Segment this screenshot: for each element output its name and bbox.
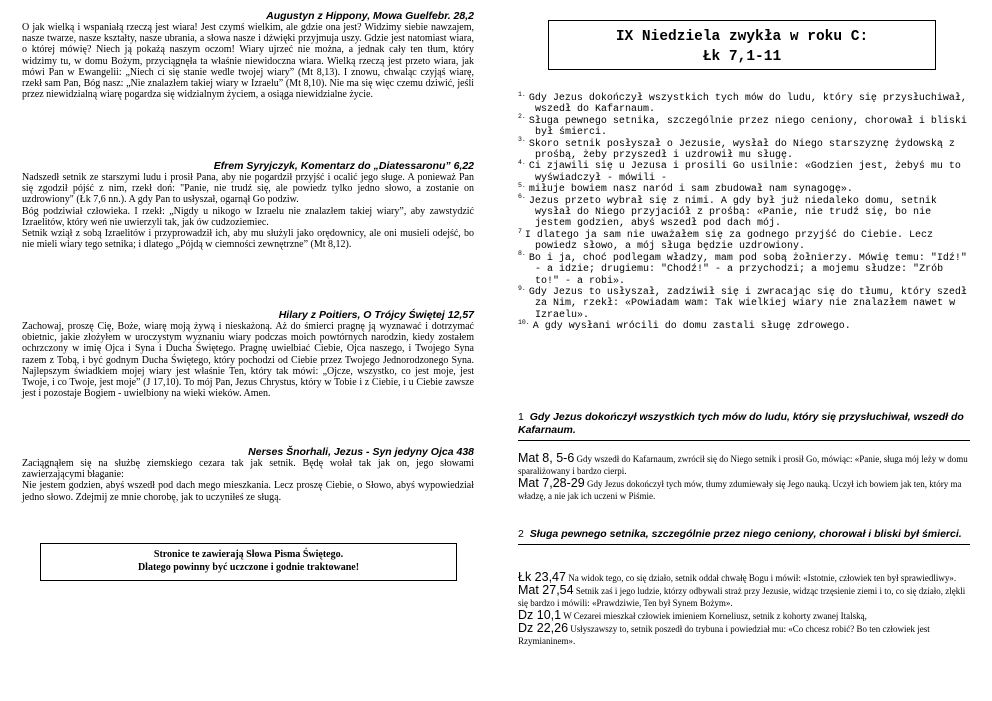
augustine-section	[22, 10, 474, 100]
ref-text: W Cezarei mieszkał człowiek imieniem Korneliusz, setnik z kohorty zwanej Italską,	[563, 611, 867, 621]
section-source: Augustyn z Hippony, Mowa Guelfebr. 28,2	[266, 10, 474, 22]
verse-text: Skoro setnik posłyszał o Jezusie, wysłał do Niego starszyznę żydowską z prośbą, żeby przyszedł i uzdrowił mu sługę.	[528, 138, 955, 162]
section-source: Hilary z Poitiers, O Trójcy Świętej 12,57	[278, 309, 474, 321]
section-paragraph: Zachowaj, proszę Cię, Boże, wiarę moją żywą i nieskażoną. Aż do śmierci pragnę ją wyznawać i dotrzymać obietnic, jakie złożyłem w uroczystym wyznaniu wiary podczas moich powtórnych narodzin, kiedy zostałem ochrzczony w imię Ojca i Syna i Ducha Świętego. Pragnę uwielbiać Ciebie, Ojca naszego, i Twojego Syna razem z Tobą, i być godnym Ducha Świętego, który pochodzi od Ciebie przez Twojego Jednorodzonego Syna. Najlepszym świadkiem mojej wiary jest właśnie Ten, który tak mówi: „Ojcze, wszystko, co jest moje, jest Twoje, i co Twoje, jest moje” (J 17,10). To mój Pan, Jezus Chrystus, który w Tobie i z Ciebie, i u Ciebie zawsze jest i pozostaje Bogiem - uwielbiony na wieki wieków. Amen.	[22, 321, 474, 400]
page-title-box	[548, 20, 936, 70]
verse-number: 4.	[518, 159, 526, 167]
verse-item	[518, 193, 970, 230]
ref-text: Setnik zaś i jego ludzie, którzy odbywali straż przy Jezusie, widząc trzęsienie ziemi i to, co się działo, zlękli się bardzo i mówili: «Prawdziwie, Ten był Synem Bożym».	[518, 586, 966, 608]
verse-item	[518, 318, 970, 333]
commentary-heading-2	[518, 528, 970, 545]
heading-title: Sługa pewnego setnika, szczególnie przez niego ceniony, chorował i bliski był śmierci.	[529, 528, 962, 540]
ref-label: Mat 7,28-29	[518, 476, 585, 490]
verse-text: Jezus przeto wybrał się z nimi. A gdy był już niedaleko domu, setnik wysłał do Niego przyjaciół z prośbą: «Panie, nie trudź się, bo nie jestem godzien, abyś wszedł pod dach mój.	[528, 195, 937, 230]
ref-label: Łk 23,47	[518, 570, 566, 584]
ref-item	[518, 477, 970, 502]
ref-label: Dz 22,26	[518, 621, 569, 635]
verse-item	[518, 227, 970, 253]
verse-item	[518, 161, 970, 184]
ref-label: Mat 8, 5-6	[518, 451, 575, 465]
verse-number: 2.	[518, 113, 526, 121]
notice-line-1: Stronice te zawierają Słowa Pisma Świętego.	[153, 549, 344, 560]
section-source: Efrem Syryjczyk, Komentarz do „Diatessaronu” 6,22	[213, 160, 474, 172]
heading-number: 1	[518, 411, 524, 423]
page-subtitle: Łk 7,1-11	[702, 49, 782, 65]
section-paragraph: Bóg podziwiał człowieka. I rzekł: „Nigdy u nikogo w Izraelu nie znalazłem takiej wiary”, aby zawstydzić Izraelitów, który weń nie uwierzyli tak, jak ów cudzoziemiec.	[22, 205, 474, 228]
page-title: IX Niedziela zwykła w roku C:	[615, 29, 869, 45]
verse-number: 1.	[518, 90, 526, 98]
commentary-refs-2	[518, 571, 970, 647]
nerses-section	[22, 446, 474, 503]
verse-text: Gdy Jezus to usłyszał, zadziwił się i zwracając się do tłumu, który szedł za Nim, rzekł: «Powiadam wam: Tak wielkiej wiary nie znalazłem nawet w Izraelu».	[528, 286, 967, 321]
heading-title: Gdy Jezus dokończył wszystkich tych mów do ludu, który się przysłuchiwał, wszedł do Kafarnaum.	[518, 411, 964, 436]
verse-item	[518, 250, 970, 287]
verse-number: 10.	[518, 318, 530, 326]
ref-item	[518, 622, 970, 647]
ref-label: Mat 27,54	[518, 583, 574, 597]
verse-item	[518, 284, 970, 321]
verse-number: 8.	[518, 250, 526, 258]
verse-number: 9.	[518, 284, 526, 292]
commentary-refs-1	[518, 452, 970, 502]
verse-number: 6.	[518, 193, 526, 201]
verse-number: 5.	[518, 181, 526, 189]
section-source: Nerses Šnorhali, Jezus - Syn jedyny Ojca 438	[248, 446, 474, 458]
section-paragraph: O jak wielką i wspaniałą rzeczą jest wiara! Jest czymś wielkim, ale gdzie ona jest? Widzimy siebie nawzajem, nasze twarze, nasze kształty, nasze ubrania, a słowa nasze i dźwięki przyjmuja uszy. Gdzie jest natomiast wiara, o której mówię? Niech ją pokażą naszym oczom! Wiary ujrzeć nie można, a jednak cały ten tłum, który widzimy tu, w domu Bożym, przyciągnęła ta właśnie niewidoczna wiara. Wielką rzeczą jest przeto wiara, jak mówi Pan w Ewangelii: „Niech ci się stanie wedle twojej wiary” (Mt 8,13). I znowu, chwaląc czyjąś wiarę, rzekł sam Pan, Bóg nasz: „Nie znalazłem takiej wiary w Izraelu” (Mt 8,10). Nie ma się więc czemu dziwić, jeśli przez niewidzialną wiarę pogardza się widzialnym życiem, a osiąga niewidzialne życie.	[22, 22, 474, 101]
verse-item	[518, 136, 970, 162]
verse-number: 3.	[518, 136, 526, 144]
verse-text: Sługa pewnego setnika, szczególnie przez niego ceniony, chorował i bliski był śmierci.	[528, 115, 967, 139]
scripture-notice-box	[40, 543, 457, 581]
section-paragraph: Zaciągnąłem się na służbę ziemskiego cezara tak jak setnik. Będę wołał tak jak on, jego słowami zawierzającymi błaganie:	[22, 458, 474, 481]
section-paragraph: Nadszedł setnik ze starszymi ludu i prosił Pana, aby nie pogardził przyjść i ocalić jego sługe. A ponieważ Pan się zgodził pójść z nim, rzekł doń: "Panie, nie trudź się, ale powiedz tylko jedno słowo, a zostanie on uzdrowiony" (Łk 7,6 nn.). A gdy Pan to usłyszał, ogarnął Go podziw.	[22, 172, 474, 206]
verse-number: 7	[518, 227, 522, 235]
verse-item	[518, 181, 970, 196]
ref-text: Gdy Jezus dokończył tych mów, tłumy zdumiewały się Jego nauką. Uczył ich bowiem jak ten, który ma władzę, a nie jak ich uczeni w Piśmie.	[518, 479, 962, 501]
ref-text: Gdy wszedł do Kafarnaum, zwrócił się do Niego setnik i prosił Go, mówiąc: «Panie, sługa mój leży w domu sparaliżowany i bardzo cierpi.	[518, 454, 968, 476]
gospel-verse-list	[518, 90, 970, 333]
ref-text: Usłyszawszy to, setnik poszedł do trybuna i powiedział mu: «Co chcesz robić? Bo ten człowiek jest Rzymianinem».	[518, 624, 930, 646]
section-paragraph: Setnik wziął z sobą Izraelitów i przyprowadził ich, aby mu służyli jako orędownicy, ale oni musieli odejść, bo nie mieli wiary tego setnika; i dlatego „Pójdą w ciemności zewnętrzne” (Mt 8,12).	[22, 228, 474, 251]
notice-line-2: Dlatego powinny być uczczone i godnie traktowane!	[137, 562, 360, 573]
verse-item	[518, 90, 970, 116]
ref-label: Dz 10,1	[518, 608, 562, 622]
commentary-heading-1	[518, 411, 970, 441]
ref-item	[518, 609, 970, 622]
verse-text: miłuje bowiem nasz naród i sam zbudował nam synagogę».	[528, 184, 853, 196]
ref-item	[518, 571, 970, 584]
section-paragraph: Nie jestem godzien, abyś wszedł pod dach mego mieszkania. Lecz proszę Ciebie, o Słowo, abyś wypowiedział jedno słowo. Zdejmij ze mnie chorobę, jak to uczyniłeś ze sługą.	[22, 480, 474, 503]
ref-item	[518, 584, 970, 609]
verse-text: A gdy wysłani wrócili do domu zastali sługę zdrowego.	[532, 321, 851, 333]
ephrem-section	[22, 160, 474, 250]
verse-text: Ci zjawili się u Jezusa i prosili Go usilnie: «Godzien jest, żebyś mu to wyświadczył - mówili -	[528, 161, 961, 184]
ref-item	[518, 452, 970, 477]
verse-item	[518, 113, 970, 139]
heading-number: 2	[518, 528, 524, 540]
ref-text: Na widok tego, co się działo, setnik oddał chwałę Bogu i mówił: «Istotnie, człowiek ten był sprawiedliwy».	[568, 573, 957, 583]
verse-text: Bo i ja, choć podlegam władzy, mam pod sobą żołnierzy. Mówię temu: "Idź!" - a idzie; drugiemu: "Chodź!" - a przychodzi; a mojemu słudze: "Zrób to!" - a robi».	[528, 252, 967, 287]
hilary-section	[22, 309, 474, 399]
verse-text: Gdy Jezus dokończył wszystkich tych mów do ludu, który się przysłuchiwał, wszedł do Kafarnaum.	[528, 93, 967, 116]
verse-text: I dlatego ja sam nie uważałem się za godnego przyjść do Ciebie. Lecz powiedz słowo, a mój sługa będzie uzdrowiony.	[524, 229, 933, 253]
